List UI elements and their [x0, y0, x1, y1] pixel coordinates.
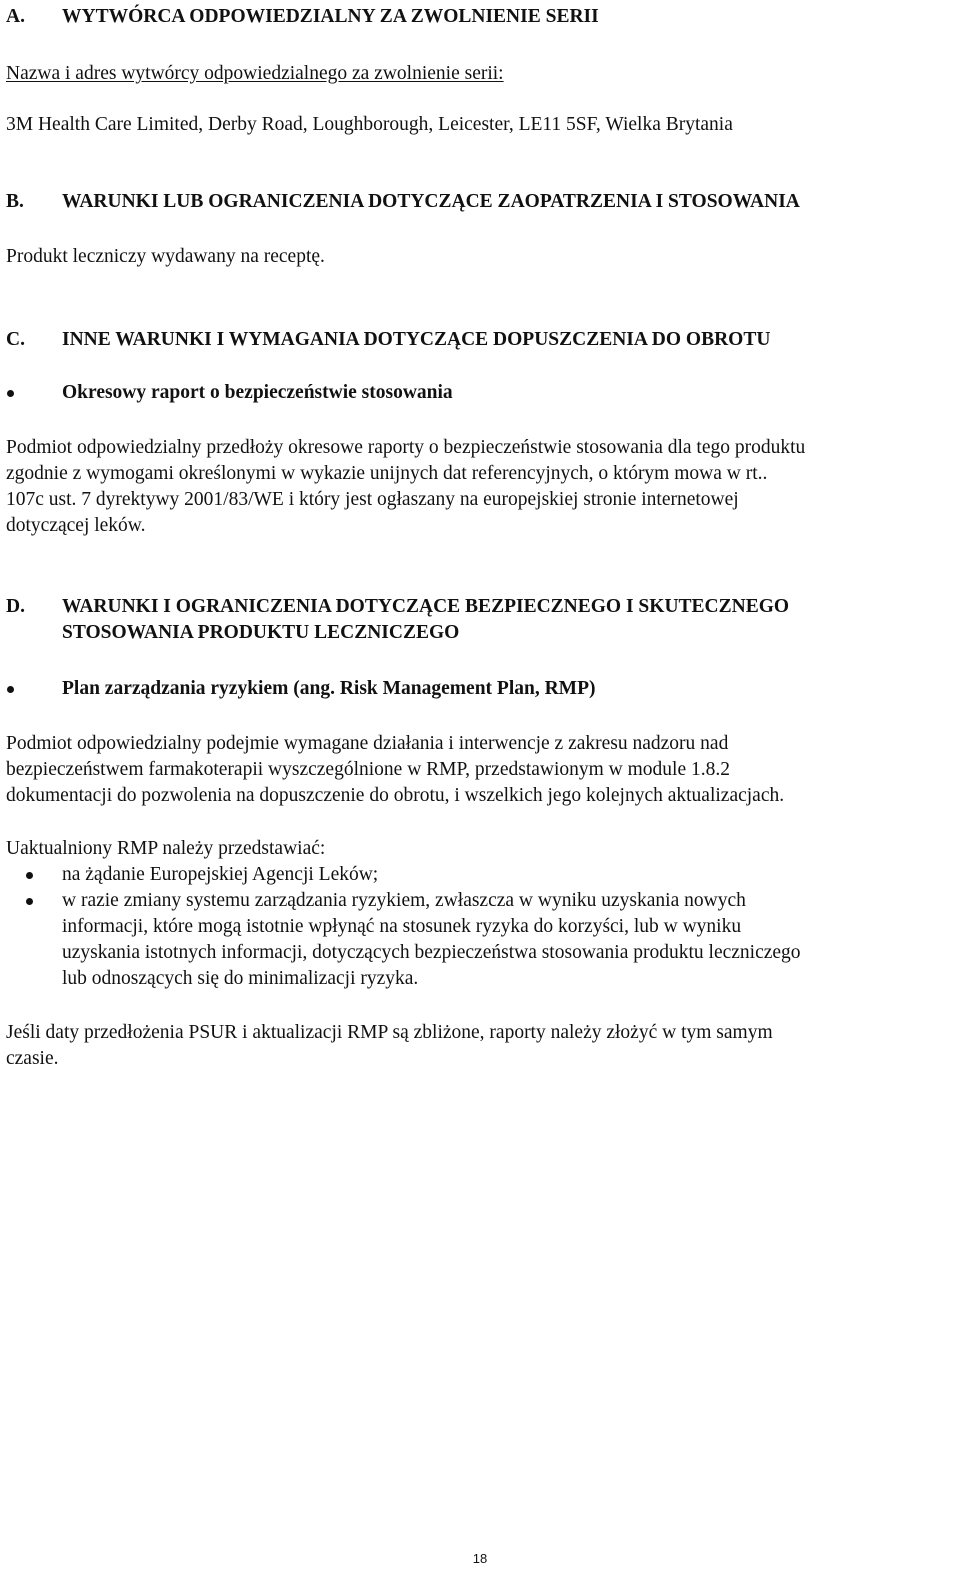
- section-c-heading: INNE WARUNKI I WYMAGANIA DOTYCZĄCE DOPUSZCZENIA DO OBROTU: [62, 329, 771, 350]
- closing-paragraph-line: czasie.: [6, 1048, 59, 1069]
- list-item-line: informacji, które mogą istotnie wpłynąć na stosunek ryzyka do korzyści, lub w wyniku: [62, 916, 742, 937]
- manufacturer-address: 3M Health Care Limited, Derby Road, Loughborough, Leicester, LE11 5SF, Wielka Brytania: [6, 114, 733, 135]
- list-item-line: lub odnoszących się do minimalizacji ryzyka.: [62, 968, 419, 989]
- section-c-paragraph-line: dotyczącej leków.: [6, 515, 146, 536]
- section-a-number: A.: [6, 6, 25, 27]
- section-d-heading-line2: STOSOWANIA PRODUKTU LECZNICZEGO: [62, 622, 460, 643]
- rmp-intro: Uaktualniony RMP należy przedstawiać:: [6, 838, 326, 859]
- section-d-paragraph-line: bezpieczeństwem farmakoterapii wyszczególnione w RMP, przedstawionym w module 1.8.2: [6, 759, 731, 780]
- section-c-number: C.: [6, 329, 25, 350]
- section-a-subheading: Nazwa i adres wytwórcy odpowiedzialnego za zwolnienie serii:: [6, 63, 504, 84]
- list-item-line: w razie zmiany systemu zarządzania ryzykiem, zwłaszcza w wyniku uzyskania nowych: [62, 890, 746, 911]
- section-b-heading: WARUNKI LUB OGRANICZENIA DOTYCZĄCE ZAOPATRZENIA I STOSOWANIA: [62, 191, 800, 212]
- bullet-icon: [7, 686, 14, 693]
- page-number: 18: [472, 1551, 488, 1566]
- section-c-paragraph-line: zgodnie z wymogami określonymi w wykazie unijnych dat referencyjnych, o którym mowa w rt..: [6, 463, 768, 484]
- bullet-icon: [26, 872, 33, 879]
- section-c-paragraph-line: Podmiot odpowiedzialny przedłoży okresowe raporty o bezpieczeństwie stosowania dla tego produktu: [6, 437, 806, 458]
- section-d-number: D.: [6, 596, 25, 617]
- section-d-heading-line1: WARUNKI I OGRANICZENIA DOTYCZĄCE BEZPIECZNEGO I SKUTECZNEGO: [62, 596, 790, 617]
- section-c-paragraph-line: 107c ust. 7 dyrektywy 2001/83/WE i który jest ogłaszany na europejskiej stronie internetowej: [6, 489, 739, 510]
- section-a-heading: WYTWÓRCA ODPOWIEDZIALNY ZA ZWOLNIENIE SERII: [62, 6, 599, 27]
- bullet-icon: [7, 390, 14, 397]
- closing-paragraph-line: Jeśli daty przedłożenia PSUR i aktualizacji RMP są zbliżone, raporty należy złożyć w tym samym: [6, 1022, 773, 1043]
- section-d-paragraph-line: Podmiot odpowiedzialny podejmie wymagane działania i interwencje z zakresu nadzoru nad: [6, 733, 729, 754]
- list-item-line: uzyskania istotnych informacji, dotyczących bezpieczeństwa stosowania produktu leczniczego: [62, 942, 801, 963]
- section-b-text: Produkt leczniczy wydawany na receptę.: [6, 246, 325, 267]
- psur-bullet-heading: Okresowy raport o bezpieczeństwie stosowania: [62, 382, 453, 403]
- rmp-bullet-heading: Plan zarządzania ryzykiem (ang. Risk Management Plan, RMP): [62, 678, 596, 699]
- bullet-icon: [26, 898, 33, 905]
- list-item: na żądanie Europejskiej Agencji Leków;: [62, 864, 379, 885]
- section-b-number: B.: [6, 191, 24, 212]
- section-d-paragraph-line: dokumentacji do pozwolenia na dopuszczenie do obrotu, i wszelkich jego kolejnych aktualizacjach.: [6, 785, 785, 806]
